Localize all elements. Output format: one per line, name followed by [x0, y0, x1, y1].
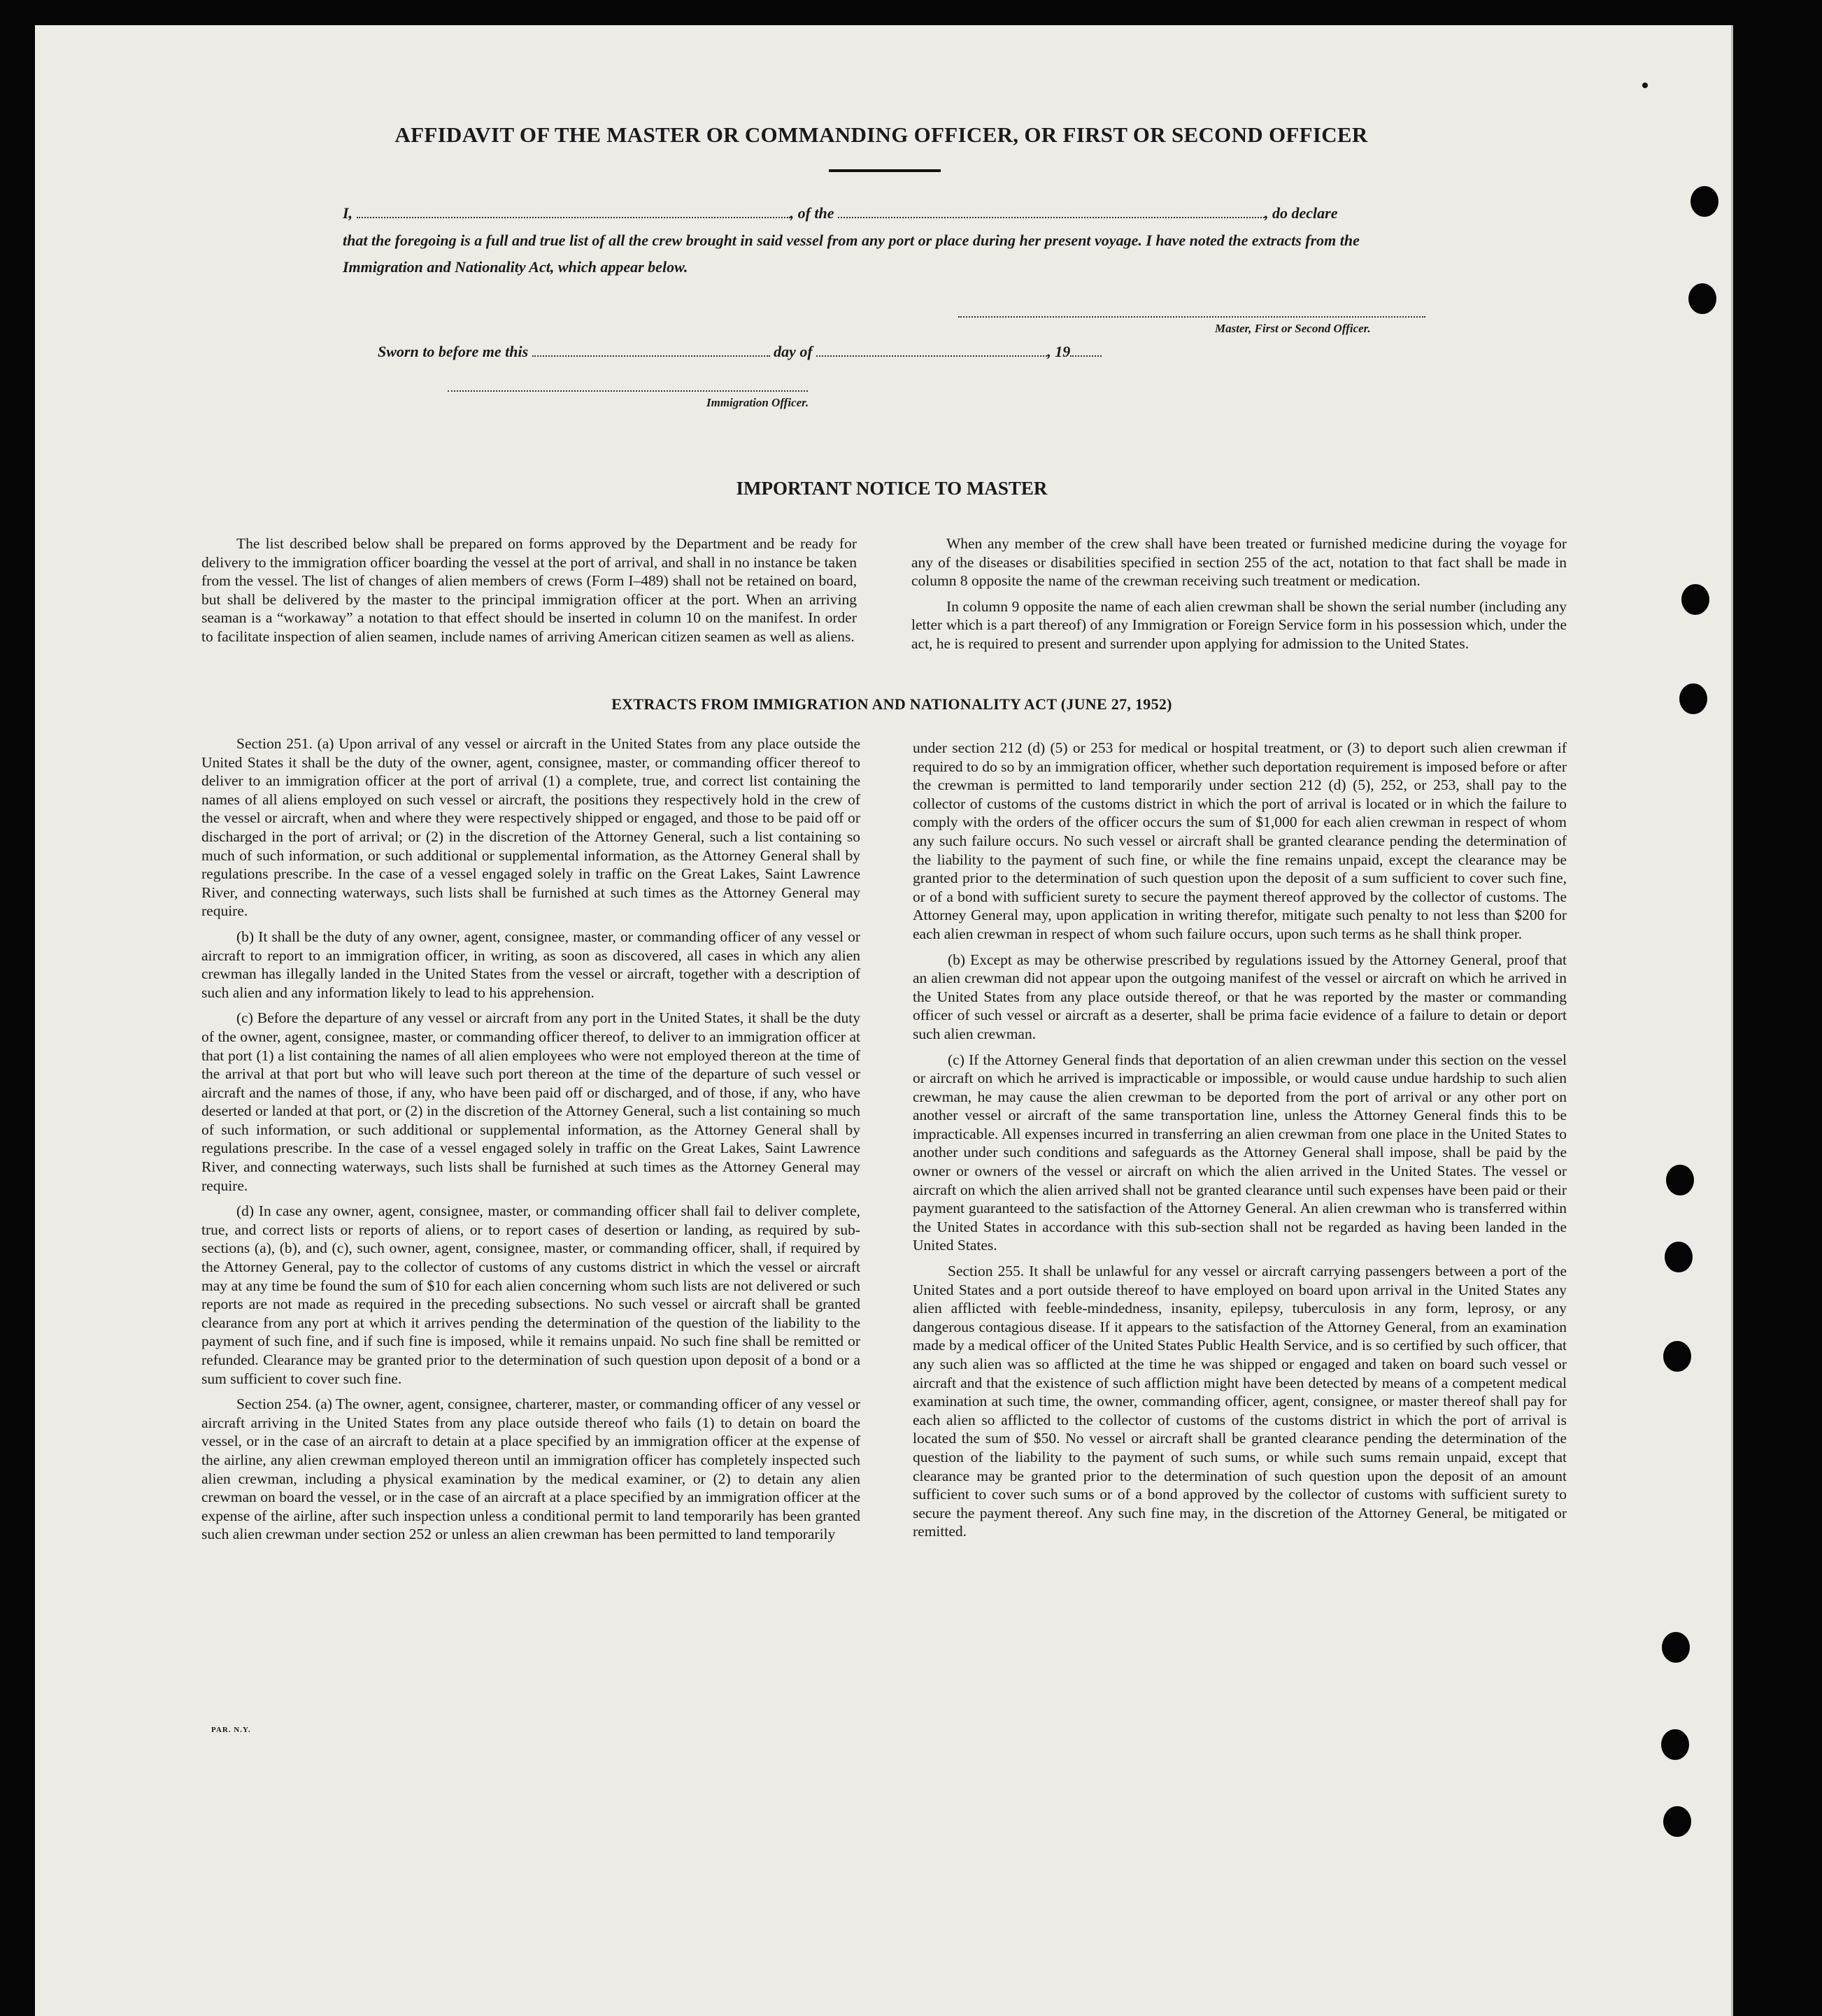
- declare-end: , do declare: [1265, 204, 1338, 222]
- section-paragraph: (b) It shall be the duty of any owner, agent, consignee, master, or commanding officer of any vessel or aircraft to report to an immigration officer, in writing, as soon as discovered, all cases in which any alien crewman has illegally landed in the United States from the vessel or aircraft, together with a description of such alien and any information likely to lead to his apprehension.: [201, 928, 860, 1001]
- binder-hole: [1665, 1242, 1693, 1272]
- corner-mark: [1642, 83, 1648, 88]
- sworn-year: , 19: [1047, 343, 1071, 360]
- extracts-left-column: [201, 734, 860, 1551]
- notice-right-column: [911, 534, 1567, 660]
- notice-paragraph: The list described below shall be prepared on forms approved by the Department and be ready for delivery to the immigration officer boarding the vessel at the port of arrival, and shall in no instance be taken from the vessel. The list of changes of alien members of crews (Form I–489) shall not be retained on board, but shall be delivered by the master to the principal immigration officer at the port. When an arriving seaman is a “workaway” a notation to that effect should be inserted in column 10 on the manifest. In order to facilitate inspection of alien seamen, include names of arriving American citizen seamen as well as aliens.: [201, 535, 857, 645]
- master-signature-label: Master, First or Second Officer.: [1215, 322, 1371, 335]
- section-paragraph: (b) Except as may be otherwise prescribed by regulations issued by the Attorney General, proof that an alien crewman did not appear upon the outgoing manifest of the vessel or aircraft on which he arrived in the United States from any place outside thereof, or that he was reported by the master or commanding officer of such vessel or aircraft as a deserter, shall be prima facie evidence of a failure to detain or deport such alien crewman.: [913, 951, 1567, 1042]
- binder-hole: [1691, 186, 1718, 217]
- binder-hole: [1662, 1632, 1690, 1663]
- sworn-day-of: day of: [774, 343, 813, 360]
- declare-i: I,: [343, 204, 353, 222]
- printer-mark: PAR. N.Y.: [211, 1726, 251, 1734]
- section-paragraph: Section 255. It shall be unlawful for any vessel or aircraft carrying passengers between a port of the United States and a port outside thereof to have employed on board upon arrival in the United States any alien afflicted with feeble-mindedness, insanity, epilepsy, tuberculosis in any form, leprosy, or any dangerous contagious disease. If it appears to the satisfaction of the Attorney General, from an examination made by a medical officer of the United States Public Health Service, and is so certified by such officer, that any such alien was so afflicted at the time he was shipped or engaged and taken on board such vessel or aircraft and that the existence of such affliction might have been detected by means of a competent medical examination at such time, the owner, commanding officer, agent, consignee, or master thereof shall pay for each alien so afflicted to the collector of customs of the customs district in which the port of arrival is located the sum of $50. No vessel or aircraft shall be granted clearance pending the determination of the question of the liability to the payment of such sums, or while such sums remain unpaid, except that clearance may be granted prior to the determination of such question upon the deposit of an amount sufficient to cover such sums or of a bond approved by the collector of customs with sufficient surety to secure the payment thereof. Any such fine may, in the discretion of the Attorney General, be mitigated or remitted.: [913, 1263, 1567, 1540]
- section-paragraph: (d) In case any owner, agent, consignee, master, or commanding officer shall fail to deliver complete, true, and correct lists or reports of aliens, or to report cases of desertion or landing, as required by sub-sections (a), (b), and (c), such owner, agent, consignee, master, or commanding officer, shall, if required by the Attorney General, pay to the collector of customs of any customs district in which the vessel or aircraft may at any time be found the sum of $10 for each alien concerning whom such lists are not delivered or such reports are not made as required in the preceding subsections. No such vessel or aircraft shall be granted clearance from any port at which it arrives pending the determination of the question of the liability to the payment of such fine, and if such fine is imposed, while it remains unpaid. No such fine shall be remitted or refunded. Clearance may be granted prior to the determination of such question upon deposit of a bond or a sum sufficient to cover such fine.: [201, 1202, 860, 1387]
- binder-hole: [1663, 1806, 1691, 1837]
- officer-signature-line[interactable]: [448, 390, 808, 392]
- declare-of-the: , of the: [790, 204, 834, 222]
- binder-hole: [1661, 1729, 1689, 1760]
- section-paragraph: (c) Before the departure of any vessel or aircraft from any port in the United States, it shall be the duty of the owner, agent, consignee, master, or commanding officer thereof, to deliver to an immigration officer at that port (1) a list containing the names of all alien employees who were not employed thereon at the time of the arrival at that port but who will leave such port thereon at the time of the departure of such vessel or aircraft and the names of those, if any, who have been paid off or discharged, and of those, if any, who have deserted or landed at that port, or (2) in the discretion of the Attorney General, such a list containing so much of such information, or such additional or supplemental information, as the Attorney General shall by regulations prescribe. In the case of a vessel engaged solely in traffic on the Great Lakes, Saint Lawrence River, and connecting waterways, such lists shall be furnished at such times as the Attorney General may require.: [201, 1009, 860, 1194]
- sworn-month-field[interactable]: [816, 341, 1047, 357]
- section-paragraph: Section 254. (a) The owner, agent, consignee, charterer, master, or commanding officer of any vessel or aircraft arriving in the United States from any place outside thereof who fails (1) to detain on board the vessel, or in the case of an aircraft to detain at a place specified by an immigration officer at the expense of the airline, any alien crewman employed thereon until an immigration officer has completely inspected such alien crewman, including a physical examination by the medical examiner, or (2) to detain any alien crewman on board the vessel, or in the case of an aircraft at a place specified by an immigration officer at the expense of the airline, after such inspection unless a conditional permit to land temporarily has been granted such alien crewman under section 252 or unless an alien crewman has been permitted to land temporarily: [201, 1396, 860, 1543]
- master-signature-line[interactable]: [958, 316, 1425, 318]
- vessel-name-field[interactable]: [838, 203, 1265, 218]
- notice-title: IMPORTANT NOTICE TO MASTER: [736, 478, 1048, 499]
- extracts-right-column: [913, 739, 1567, 1548]
- notice-paragraph: In column 9 opposite the name of each alien crewman shall be shown the serial number (including any letter which is a part thereof) of any Immigration or Foreign Service form in his possession which, under the act, he is required to present and surrender upon applying for admission to the United States.: [911, 597, 1567, 652]
- sworn-line: [378, 341, 1102, 361]
- notice-paragraph: When any member of the crew shall have been treated or furnished medicine during the voyage for any of the diseases or disabilities specified in section 255 of the act, notation to that fact shall be made in column 8 opposite the name of the crewman receiving such treatment or medication.: [911, 535, 1567, 590]
- section-paragraph: Section 251. (a) Upon arrival of any vessel or aircraft in the United States from any place outside the United States it shall be the duty of the owner, agent, consignee, master, or commanding officer thereof to deliver to an immigration officer at the port of arrival (1) a complete, true, and correct list containing the names of all aliens employed on such vessel or aircraft, the positions they respectively hold in the crew of the vessel or aircraft, when and where they were respectively shipped or engaged, and those to be paid off or discharged in the port of arrival; or (2) in the discretion of the Attorney General, such a list containing so much of such information, or such additional or supplemental information, as the Attorney General shall by regulations prescribe. In the case of a vessel engaged solely in traffic on the Great Lakes, Saint Lawrence River, and connecting waterways, such lists shall be furnished at such times as the Attorney General may require.: [201, 735, 860, 920]
- extracts-title: EXTRACTS FROM IMMIGRATION AND NATIONALITY ACT (JUNE 27, 1952): [611, 695, 1172, 713]
- affidavit-title: AFFIDAVIT OF THE MASTER OR COMMANDING OFFICER, OR FIRST OR SECOND OFFICER: [394, 122, 1368, 147]
- binder-hole: [1666, 1165, 1694, 1195]
- binder-hole: [1663, 1341, 1691, 1372]
- notice-left-column: [201, 534, 857, 653]
- declarant-name-field[interactable]: [357, 203, 790, 218]
- section-paragraph: under section 212 (d) (5) or 253 for medical or hospital treatment, or (3) to deport such alien crewman if required to do so by an immigration officer, whether such deportation requirement is imposed before or after the crewman is permitted to land temporarily under section 212 (d) (5), 252, or 253, shall pay to the collector of customs of the customs district in which the port of arrival is located or in which the failure to comply with the orders of the officer occurs the sum of $1,000 for each alien crewman in respect of whom any such failure occurs. No such vessel or aircraft shall be granted clearance pending the determination of the liability to the payment of such fine, or while the fine remains unpaid, except the clearance may be granted prior to the determination of such question upon the deposit of a sum sufficient to cover such fine, or of a bond with sufficient surety to secure the payment thereof approved by the collector of customs. The Attorney General may, upon application in writing therefor, mitigate such penalty to not less than $200 for each alien crewman in respect of whom such failure occurs, upon such terms as he shall think proper.: [913, 739, 1567, 942]
- declaration-line: [343, 203, 1427, 222]
- binder-hole: [1688, 283, 1716, 314]
- sworn-day-field[interactable]: [532, 341, 770, 357]
- sworn-prefix: Sworn to before me this: [378, 343, 529, 360]
- binder-hole: [1679, 683, 1707, 714]
- sworn-year-field[interactable]: [1070, 341, 1102, 357]
- binder-hole: [1681, 584, 1709, 615]
- section-paragraph: (c) If the Attorney General finds that deportation of an alien crewman under this section on the vessel or aircraft on which he arrived is impracticable or impossible, or would cause undue hardship to such alien crewman, he may cause the alien crewman to be deported from the port of arrival or any other port on another vessel or aircraft of the same transportation line, unless the Attorney General finds this to be impracticable. All expenses incurred in transferring an alien crewman from one place in the United States to another under such conditions and safeguards as the Attorney General shall impose, shall be paid by the owner or owners of the vessel or aircraft on which the alien arrived in the United States. The vessel or aircraft on which the alien arrived shall not be granted clearance until such expenses have been paid or their payment guaranteed to the satisfaction of the Attorney General. An alien crewman who is transferred within the United States in accordance with this sub-section shall not be regarded as having been landed in the United States.: [913, 1051, 1567, 1254]
- officer-signature-label: Immigration Officer.: [706, 396, 809, 409]
- declaration-statement: that the foregoing is a full and true list of all the crew brought in said vessel from any port or place during her present voyage. I have noted the extracts from the Immigration and Nationality Act, which appear below.: [343, 232, 1360, 276]
- title-rule: [829, 169, 941, 172]
